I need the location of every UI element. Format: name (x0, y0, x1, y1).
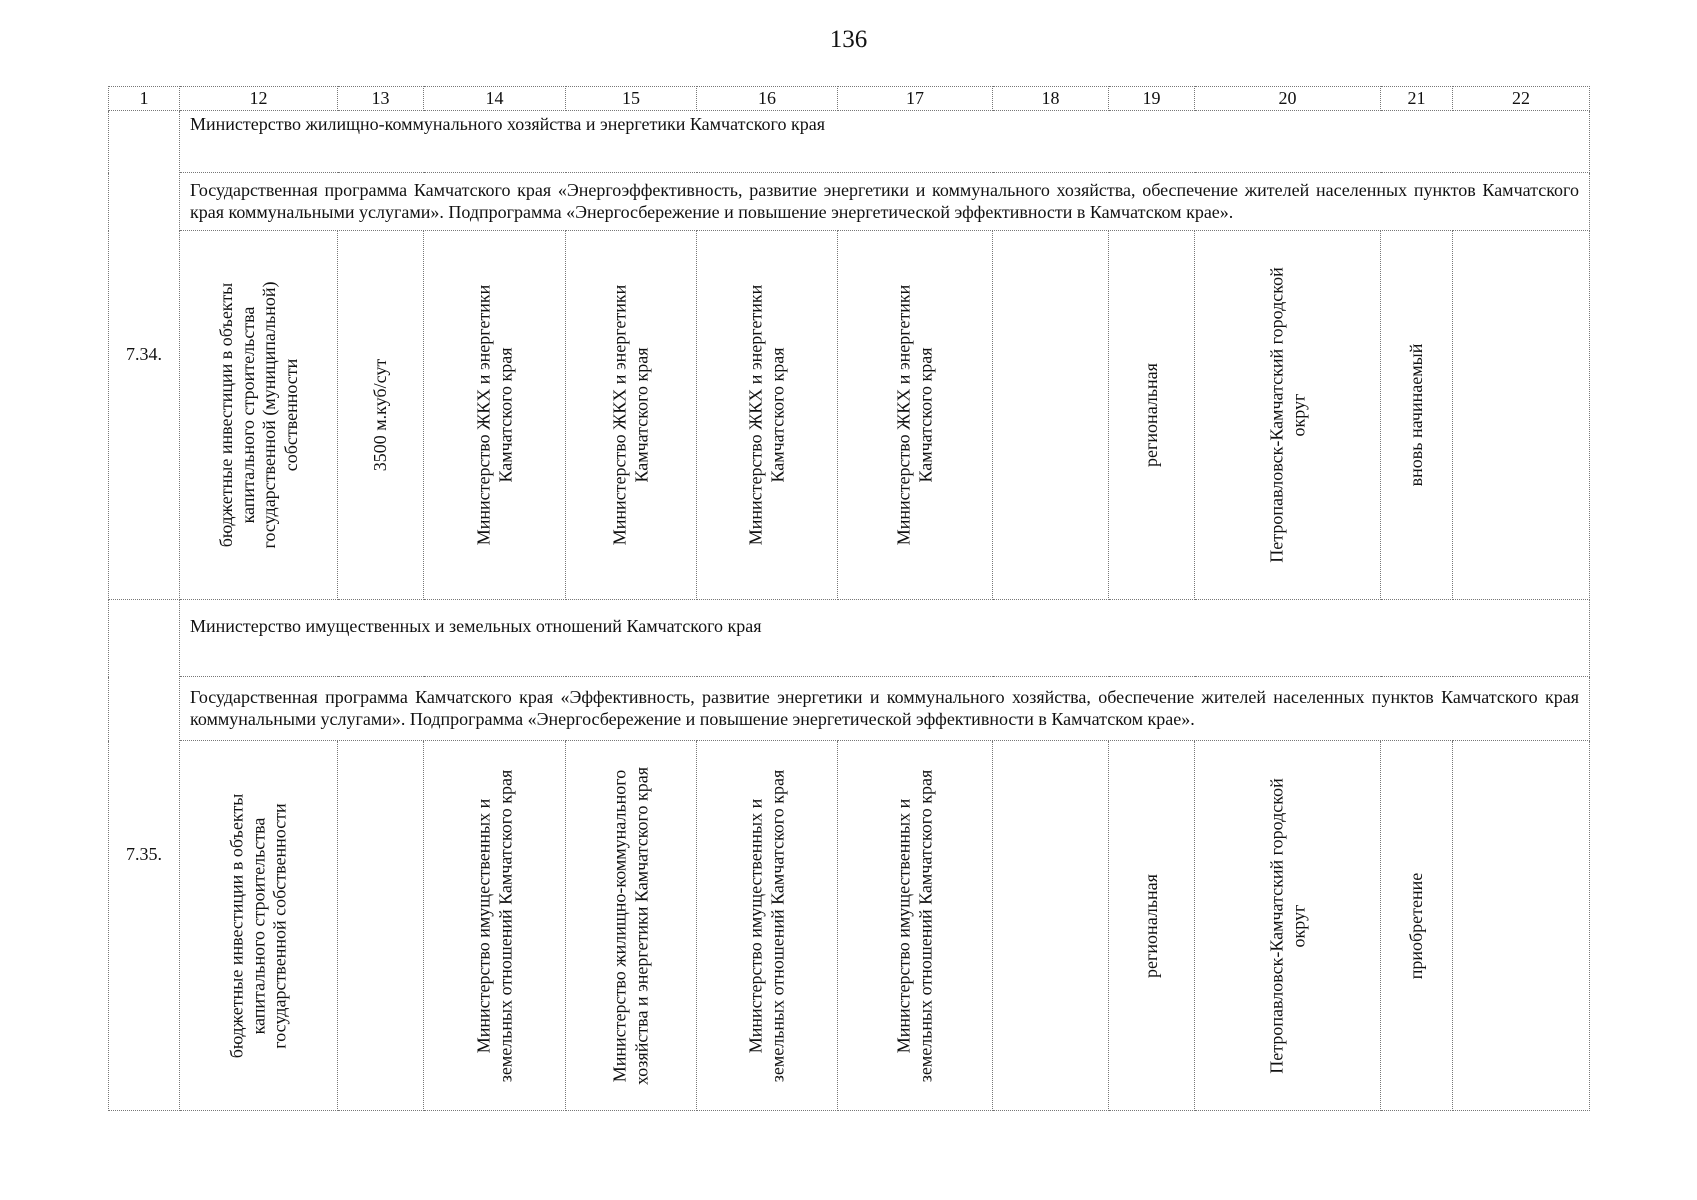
investment-type-cell (180, 231, 338, 600)
vertical-text (745, 769, 788, 1082)
vertical-text (609, 285, 652, 546)
vertical-text (745, 285, 788, 546)
ministry-title: Министерство жилищно-коммунального хозяйства и энергетики Камчатского края (180, 111, 1590, 173)
vertical-text-line: земельных отношений Камчатского края (915, 769, 935, 1082)
vertical-text-wrapper (993, 232, 1108, 599)
vertical-text-line: капитального строительства (247, 817, 268, 1034)
header-cell: 20 (1195, 87, 1381, 111)
vertical-text-wrapper (180, 232, 337, 599)
vertical-text-wrapper (566, 742, 696, 1110)
vertical-text-wrapper (697, 742, 837, 1110)
header-cell: 13 (338, 87, 424, 111)
header-cell: 22 (1453, 87, 1590, 111)
ministry-cell (424, 741, 566, 1111)
ministry-cell (697, 741, 838, 1111)
vertical-text-line: региональная (1140, 873, 1161, 978)
capacity-cell (338, 741, 424, 1111)
details-row (109, 741, 1590, 1111)
vertical-text (226, 793, 291, 1058)
header-cell: 16 (697, 87, 838, 111)
ministry-cell (566, 741, 697, 1111)
vertical-text (609, 766, 652, 1084)
vertical-text (473, 769, 516, 1082)
vertical-text-line: собственности (280, 358, 301, 472)
vertical-text-line: Министерство имущественных и (472, 798, 493, 1053)
header-cell: 15 (566, 87, 697, 111)
ministry-title: Министерство имущественных и земельных отношений Камчатского края (180, 600, 1590, 677)
status-cell (1381, 741, 1453, 1111)
vertical-text-line: капитального строительства (236, 306, 257, 524)
capacity-cell (338, 231, 424, 600)
vertical-text-wrapper (1453, 742, 1589, 1110)
vertical-text-line: бюджетные инвестиции в объекты (226, 793, 247, 1058)
vertical-text-line: Камчатского края (915, 347, 935, 483)
vertical-text-line: Министерство ЖКХ и энергетики (893, 284, 914, 546)
vertical-text (1266, 267, 1309, 562)
investment-table (108, 86, 1590, 1111)
vertical-text-line: Министерство ЖКХ и энергетики (745, 284, 766, 546)
investment-type-cell (180, 741, 338, 1111)
vertical-text-line: Петропавловск-Камчатский городской (1265, 267, 1286, 563)
level-cell (1109, 741, 1195, 1111)
vertical-text-line: земельных отношений Камчатского края (494, 769, 515, 1082)
vertical-text-line: Камчатского края (494, 347, 515, 483)
vertical-text-line: хозяйства и энергетики Камчатского края (631, 766, 651, 1085)
ministry-cell (838, 741, 993, 1111)
header-cell: 19 (1109, 87, 1195, 111)
location-cell (1195, 231, 1381, 600)
ministry-cell (697, 231, 838, 600)
location-cell (1195, 741, 1381, 1111)
row-number: 7.34. (109, 111, 180, 600)
empty-cell (1453, 231, 1590, 600)
vertical-text (215, 282, 301, 549)
vertical-text-wrapper (1195, 742, 1380, 1110)
ministry-row (109, 600, 1590, 677)
program-row (109, 677, 1590, 741)
vertical-text-line: региональная (1140, 363, 1161, 467)
vertical-text (370, 359, 392, 471)
vertical-text-line: округ (1287, 393, 1308, 437)
program-row (109, 173, 1590, 231)
vertical-text-line: Петропавловск-Камчатский городской (1265, 777, 1286, 1074)
vertical-text-wrapper (1109, 232, 1194, 599)
page-number: 136 (829, 26, 868, 53)
level-cell (1109, 231, 1195, 600)
vertical-text-wrapper (338, 742, 423, 1110)
vertical-text-line: Министерство имущественных и (893, 798, 914, 1053)
header-row (109, 87, 1590, 111)
program-text: Государственная программа Камчатского края «Эффективность, развитие энергетики и коммунального хозяйства, обеспечение жителей населенных пунктов Камчатского края коммунальными услугами». Подпрограмма «Энергосбережение и повышение энергетической эффективности в Камчатском крае». (180, 677, 1590, 741)
program-text: Государственная программа Камчатского края «Энергоэффективность, развитие энергетики и коммунального хозяйства, обеспечение жителей населенных пунктов Камчатского края коммунальными услугами». Подпрограмма «Энергосбережение и повышение энергетической эффективности в Камчатском крае». (180, 173, 1590, 231)
vertical-text-line: государственной собственности (269, 802, 290, 1049)
vertical-text-wrapper (1195, 232, 1380, 599)
vertical-text (1406, 344, 1428, 487)
vertical-text (1141, 874, 1163, 978)
ministry-cell (424, 231, 566, 600)
empty-cell (993, 231, 1109, 600)
header-cell: 12 (180, 87, 338, 111)
vertical-text-line: земельных отношений Камчатского края (767, 769, 787, 1082)
vertical-text-wrapper (697, 232, 837, 599)
vertical-text-line: округ (1287, 904, 1308, 947)
vertical-text-line: Министерство жилищно-коммунального (609, 769, 630, 1082)
vertical-text (893, 285, 936, 546)
vertical-text-wrapper (993, 742, 1108, 1110)
vertical-text (1141, 363, 1163, 467)
vertical-text-line: Камчатского края (767, 347, 787, 483)
vertical-text-line: бюджетные инвестиции в объекты (215, 282, 236, 548)
vertical-text (1406, 872, 1428, 979)
vertical-text-wrapper (424, 232, 565, 599)
vertical-text-wrapper (1381, 742, 1452, 1110)
header-cell: 1 (109, 87, 180, 111)
vertical-text-wrapper (1453, 232, 1589, 599)
empty-cell (1453, 741, 1590, 1111)
vertical-text-wrapper (838, 742, 992, 1110)
vertical-text-line: Министерство ЖКХ и энергетики (609, 284, 630, 546)
vertical-text (1266, 778, 1309, 1073)
header-cell: 14 (424, 87, 566, 111)
vertical-text-line: государственной (муниципальной) (258, 281, 279, 549)
vertical-text-wrapper (1109, 742, 1194, 1110)
vertical-text (473, 285, 516, 546)
vertical-text-wrapper (424, 742, 565, 1110)
details-row (109, 231, 1590, 600)
header-cell: 21 (1381, 87, 1453, 111)
vertical-text-wrapper (838, 232, 992, 599)
vertical-text-line: приобретение (1405, 872, 1426, 979)
vertical-text-wrapper (1381, 232, 1452, 599)
vertical-text-wrapper (566, 232, 696, 599)
vertical-text-line: Министерство имущественных и (745, 798, 766, 1053)
vertical-text-line: Министерство ЖКХ и энергетики (472, 284, 493, 546)
vertical-text-line: Камчатского края (631, 347, 651, 483)
vertical-text (893, 769, 936, 1082)
header-cell: 18 (993, 87, 1109, 111)
ministry-cell (838, 231, 993, 600)
vertical-text-line: вновь начинаемый (1405, 343, 1426, 487)
header-cell: 17 (838, 87, 993, 111)
vertical-text-wrapper (180, 742, 337, 1110)
status-cell (1381, 231, 1453, 600)
vertical-text-wrapper (338, 232, 423, 599)
ministry-cell (566, 231, 697, 600)
vertical-text-line: 3500 м.куб/сут (369, 358, 390, 472)
ministry-row (109, 111, 1590, 173)
row-number: 7.35. (109, 600, 180, 1111)
empty-cell (993, 741, 1109, 1111)
